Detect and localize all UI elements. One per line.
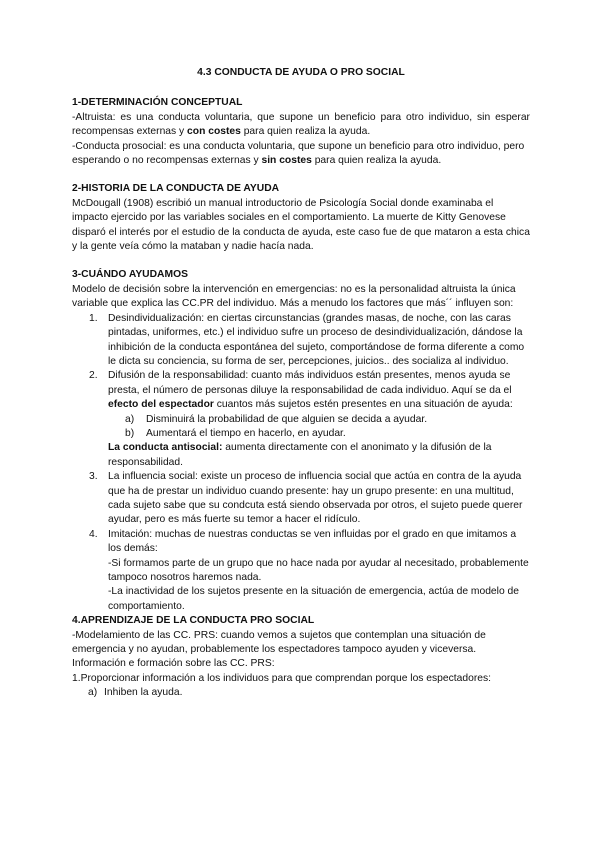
section-heading: 1-DETERMINACIÓN CONCEPTUAL [72, 97, 243, 109]
list-item [72, 528, 530, 614]
list-number: 1. [89, 312, 98, 324]
prosocial-tail: para quien realiza la ayuda. [311, 155, 442, 167]
list-number: 4. [89, 528, 98, 540]
list-item [72, 312, 530, 370]
document-title: 4.3 CONDUCTA DE AYUDA O PRO SOCIAL [197, 67, 405, 78]
section-conceptual [72, 96, 530, 168]
list-item [72, 470, 530, 528]
antisocial-note [108, 441, 530, 470]
cuando-intro: Modelo de decisión sobre la intervención en emergencias: no es la personalidad altruista la única variable que explica las CC.PR del individuo. Más a menudo los factores que más´´ influyen son: [72, 283, 516, 310]
section-historia [72, 182, 530, 254]
sub-list-item [108, 427, 530, 441]
antisocial-bold: La conducta antisocial: [108, 442, 223, 454]
prosocial-bold: sin costes [261, 155, 312, 167]
section-cuando [72, 268, 530, 614]
sub-list-letter: a) [125, 413, 135, 425]
altruista-paragraph [72, 111, 530, 140]
modelamiento-paragraph: -Modelamiento de las CC. PRS: cuando vemos a sujetos que contemplan una situación de emergencia y no ayudan, probablemente los espectadores tampoco ayuden y viceversa. [72, 629, 486, 656]
section-aprendizaje [72, 614, 530, 700]
altruista-bold: con costes [187, 126, 241, 138]
sub-list-text: Disminuirá la probabilidad de que alguien se decida a ayudar. [146, 413, 428, 425]
document-page [72, 66, 530, 701]
informacion-paragraph: Información e formación sobre las CC. PRS: [72, 658, 275, 670]
list-item-bold: efecto del espectador [108, 399, 214, 411]
list-item-text: Difusión de la responsabilidad: cuanto más individuos están presentes, menos ayuda se presta, el número de personas diluye la responsabilidad de cada individuo. Aquí se da el [108, 370, 512, 396]
prosocial-paragraph [72, 140, 530, 169]
historia-paragraph: McDougall (1908) escribió un manual introductorio de Psicología Social donde examinaba el impacto ejercido por las variables sociales en el comportamiento. La muerte de Kitty Genovese disparó el interés por el estudio de la conducta de ayuda, este caso fue de que mataron a esta chica y la gente veía cómo la mataban y nadie hacía nada. [72, 197, 530, 253]
sub-list [108, 413, 530, 442]
list-item-line: -La inactividad de los sujetos presente en la situación de emergencia, actúa de modelo de comportamiento. [108, 586, 519, 612]
section-heading: 3-CUÁNDO AYUDAMOS [72, 269, 188, 281]
sub-list-text: Aumentará el tiempo en hacerlo, en ayudar. [146, 427, 346, 439]
antisocial-text: aumenta directamente con el anonimato y la difusión de la responsabilidad. [108, 442, 492, 468]
sub-list-item [72, 686, 530, 700]
point-one: 1.Proporcionar información a los individuos para que comprendan porque los espectadores: [72, 672, 491, 684]
list-item-line: -Si formamos parte de un grupo que no hace nada por ayudar al necesitado, probablemente tampoco nosotros haremos nada. [108, 557, 529, 583]
list-item-text: La influencia social: existe un proceso de influencia social que actúa en contra de la ayuda que ha de prestar un individuo cuando presente: hay un grupo presente: en una multitud, cada sujeto sabe que su condcuta está siendo observada por otros, el sujeto puede querer ayudar, pero es más fuerte su temor a hacer el ridículo. [108, 471, 523, 526]
sub-list-letter: b) [125, 427, 135, 439]
sub-list-letter: a) [88, 687, 98, 699]
list-item-tail: cuantos más sujetos estén presentes en una situación de ayuda: [213, 399, 513, 411]
list-number: 3. [89, 471, 98, 483]
section-heading: 4.APRENDIZAJE DE LA CONDUCTA PRO SOCIAL [72, 615, 315, 627]
section-heading: 2-HISTORIA DE LA CONDUCTA DE AYUDA [72, 183, 280, 195]
sub-list-item [108, 413, 530, 427]
factors-list [72, 312, 530, 615]
list-item-text: Desindividualización: en ciertas circunstancias (grandes masas, de noche, con las caras pintadas, uniformes, etc.) el individuo sufre un proceso de desindividualización, dándose la inhibición de la conducta espontánea del sujeto, comportándose de forma diferente a como le dicta su conciencia, su forma de ser, percepciones, juicios.. des socializa al individuo. [108, 312, 525, 367]
altruista-tail: para quien realiza la ayuda. [240, 126, 371, 138]
altruista-text: -Altruista: es una conducta voluntaria, que supone un beneficio para otro individuo, sin esperar recompensas externas y [72, 111, 530, 138]
sub-list-text: Inhiben la ayuda. [104, 687, 183, 699]
list-number: 2. [89, 370, 98, 382]
list-item-text: Imitación: muchas de nuestras conductas se ven influidas por el grado en que imitamos a los demás: [108, 528, 517, 555]
list-item [72, 369, 530, 470]
prosocial-text: -Conducta prosocial: es una conducta voluntaria, que supone un beneficio para otro individuo, pero esperando o no recompensas externas y [72, 140, 525, 167]
